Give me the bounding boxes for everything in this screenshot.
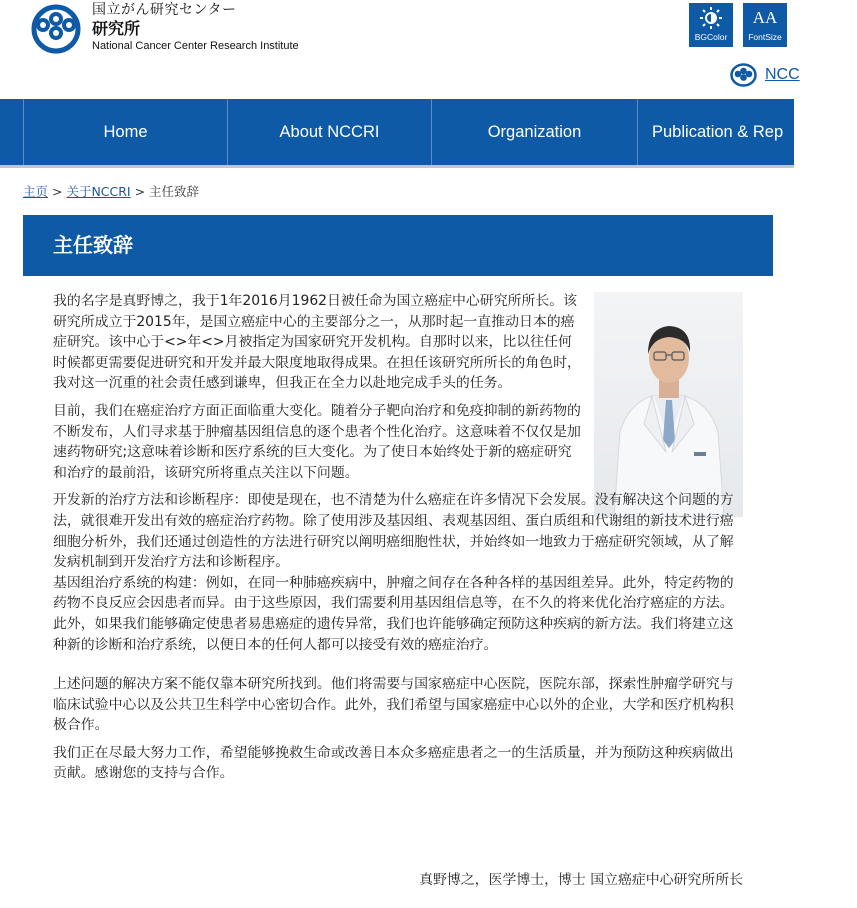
breadcrumb-home[interactable]: 主页 [23, 184, 49, 199]
logo-text [92, 2, 299, 54]
paragraph-new-treatment: 开发新的治疗方法和诊断程序：即使是现在，也不清楚为什么癌症在许多情况下会发展。没有解决这个问题的方法，就很难开发出有效的癌症治疗药物。除了使用涉及基因组、表观基因组、蛋白质组和代谢组的新技术进行癌细胞分析外，我们还通过创造性的方法进行研究以阐明癌细胞性状，并始终如一地致力于癌症研究领域，从了解发病机制到开发治疗方法和诊断程序。 [53, 492, 734, 571]
bgcolor-label: BGColor [694, 32, 728, 42]
paragraph-changes: 目前，我们在癌症治疗方面正面临重大变化。随着分子靶向治疗和免疫抑制的新药物的不断发布，人们寻求基于肿瘤基因组信息的逐个患者个性化治疗。这意味着不仅仅是加速药物研究;这意味着诊断和医疗系统的巨大变化。为了使日本始终处于新的癌症研究和治疗的最前沿，该研究所将重点关注以下问题。 [53, 402, 581, 481]
nav-publication[interactable]: Publication & Rep [637, 99, 857, 165]
nav-home[interactable]: Home [23, 99, 227, 165]
nccri-logo[interactable] [22, 2, 90, 56]
ncc-link[interactable] [730, 63, 800, 87]
breadcrumb-current: 主任致辞 [149, 184, 200, 199]
breadcrumb-sep: > [48, 184, 67, 199]
ncc-link-text[interactable]: NCC [765, 66, 800, 83]
fontsize-button[interactable] [743, 3, 787, 47]
nav-about[interactable]: About NCCRI [227, 99, 431, 165]
breadcrumb-sep: > [130, 184, 150, 199]
paragraph-closing: 我们正在尽最大努力工作，希望能够挽救生命或改善日本众多癌症患者之一的生活质量，并为预防这种疾病做出贡献。感谢您的支持与合作。 [53, 744, 734, 782]
breadcrumb [23, 182, 199, 200]
sun-icon [689, 3, 733, 32]
signature: 真野博之，医学博士，博士 国立癌症中心研究所所长 [419, 872, 743, 888]
paragraph-genome-system: 基因组治疗系统的构建：例如，在同一种肺癌疾病中，肿瘤之间存在各种各样的基因组差异。此外，特定药物的药物不良反应会因患者而异。由于这些原因，我们需要利用基因组信息等，在不久的将来优化治疗癌症的方法。此外，如果我们能够确定使患者易患癌症的遗传异常，我们也许能够确定预防这种疾病的新方法。我们将建立这种新的诊断和治疗系统，以便日本的任何人都可以接受有效的癌症治疗。 [53, 574, 734, 653]
logo-jp-line1: 国立がん研究センター [92, 2, 237, 18]
nav-organization[interactable]: Organization [431, 99, 637, 165]
message-content [53, 291, 743, 791]
ncc-logo-icon [730, 63, 757, 87]
paragraph-intro: 我的名字是真野博之，我于1年2016月1962日被任命为国立癌症中心研究所所长。该研究所成立于2015年，是国立癌症中心的主要部分之一，从那时起一直推动日本的癌症研究。该中心于<>年<>月被指定为国家研究开发机构。自那时以来，比以往任何时候都更需要促进研究和开发并最大限度地取得成果。在担任该研究所所长的角色时，我对这一沉重的社会责任感到谦卑，但我正在全力以赴地完成手头的任务。 [53, 293, 581, 392]
breadcrumb-about[interactable]: 关于NCCRI [66, 184, 131, 199]
main-nav [0, 99, 794, 168]
title-bar [23, 215, 773, 276]
fontsize-label: FontSize [748, 32, 782, 42]
font-size-icon: AA [752, 8, 778, 27]
bgcolor-button[interactable] [689, 3, 733, 47]
page-title: 主任致辞 [53, 233, 133, 257]
site-header [0, 0, 800, 99]
logo-jp-line2: 研究所 [92, 19, 141, 38]
paragraph-collaboration: 上述问题的解决方案不能仅靠本研究所找到。他们将需要与国家癌症中心医院，医院东部，探索性肿瘤学研究与临床试验中心以及公共卫生科学中心密切合作。此外，我们希望与国家癌症中心以外的企业，大学和医疗机构积极合作。 [53, 676, 734, 734]
logo-en: National Cancer Center Research Institute [92, 40, 299, 52]
